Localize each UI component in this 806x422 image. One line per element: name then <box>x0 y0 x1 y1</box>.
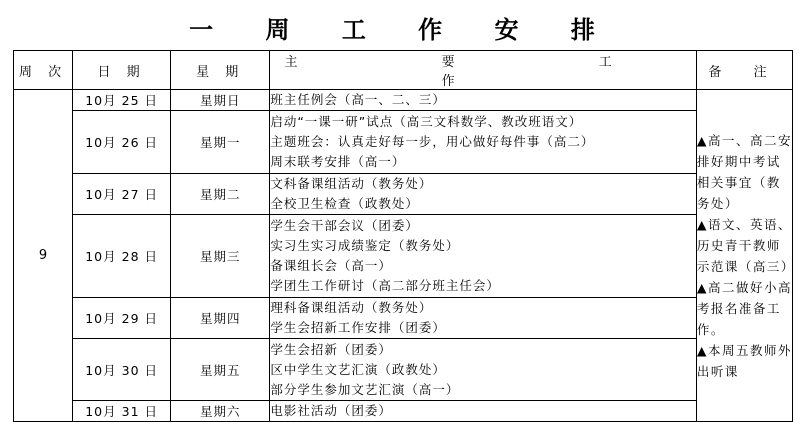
row-date: 10月 31 日 <box>73 401 171 422</box>
row-items <box>270 111 697 174</box>
table-row <box>14 90 793 111</box>
header-week: 周 次 <box>14 51 73 90</box>
row-day: 星期二 <box>171 174 270 215</box>
row-day: 星期四 <box>171 298 270 339</box>
row-date: 10月 25 日 <box>73 90 171 111</box>
notes-cell <box>696 90 795 422</box>
header-day: 星 期 <box>171 51 270 90</box>
row-date: 10月 28 日 <box>73 215 171 298</box>
row-day: 星期一 <box>171 111 270 174</box>
work-item: 部分学生参加文艺汇演（高一） <box>270 381 460 397</box>
row-day: 星期日 <box>171 90 270 111</box>
row-items <box>270 215 697 298</box>
header-date: 日 期 <box>73 51 171 90</box>
header-note: 备 注 <box>696 51 792 90</box>
note-item: ▲高二做好小高考报名准备工作。 <box>696 279 792 337</box>
work-item: 实习生实习成绩鉴定（教务处） <box>270 238 460 253</box>
note-item: ▲语文、英语、历史青干教师示范课（高三） <box>696 216 795 274</box>
work-item: 学生会干部会议（团委） <box>270 218 419 233</box>
work-item: 班主任例会（高一、二、三） <box>270 92 446 107</box>
work-item: 理科备课组活动（教务处） <box>270 300 433 315</box>
work-item: 文科备课组活动（教务处） <box>270 176 433 191</box>
row-items <box>270 90 697 111</box>
work-item: 启动“一课一研”试点（高三文科数学、教改班语文） <box>270 114 583 129</box>
work-item: 主题班会：认真走好每一步，用心做好每件事（高二） <box>270 134 595 149</box>
row-day: 星期五 <box>171 339 270 401</box>
work-item: 备课组长会（高一） <box>270 258 392 273</box>
work-item: 周末联考安排（高一） <box>270 154 406 169</box>
table-row <box>14 111 793 174</box>
row-items <box>270 174 697 215</box>
table-row <box>14 174 793 215</box>
row-date: 10月 29 日 <box>73 298 171 339</box>
row-date: 10月 27 日 <box>73 174 171 215</box>
work-item: 学生会招新（团委） <box>270 341 392 357</box>
row-items <box>270 401 697 422</box>
work-item: 学生会招新工作安排（团委） <box>270 320 446 335</box>
table-row <box>14 339 793 401</box>
work-item: 学团生工作研讨（高二部分班主任会） <box>270 278 500 293</box>
row-items <box>270 339 697 401</box>
row-items <box>270 298 697 339</box>
table-row <box>14 298 793 339</box>
row-day: 星期三 <box>171 215 270 298</box>
page-title: 一 周 工 作 安 排 <box>189 16 617 44</box>
header-main: 主 要 工 作 <box>270 51 697 90</box>
row-day: 星期六 <box>171 401 270 422</box>
note-item: ▲高一、高二安排好期中考试相关事宜（教务处） <box>696 132 792 211</box>
weekly-schedule-table <box>13 50 793 422</box>
header-row <box>14 51 793 90</box>
table-row <box>14 401 793 422</box>
work-item: 区中学生文艺汇演（政教处） <box>270 361 446 377</box>
week-number: 9 <box>14 90 73 422</box>
row-date: 10月 30 日 <box>73 339 171 401</box>
table-row <box>14 215 793 298</box>
work-item: 电影社活动（团委） <box>270 403 392 418</box>
note-item: ▲本周五教师外出听课 <box>696 342 792 379</box>
work-item: 全校卫生检查（政教处） <box>270 196 419 211</box>
row-date: 10月 26 日 <box>73 111 171 174</box>
